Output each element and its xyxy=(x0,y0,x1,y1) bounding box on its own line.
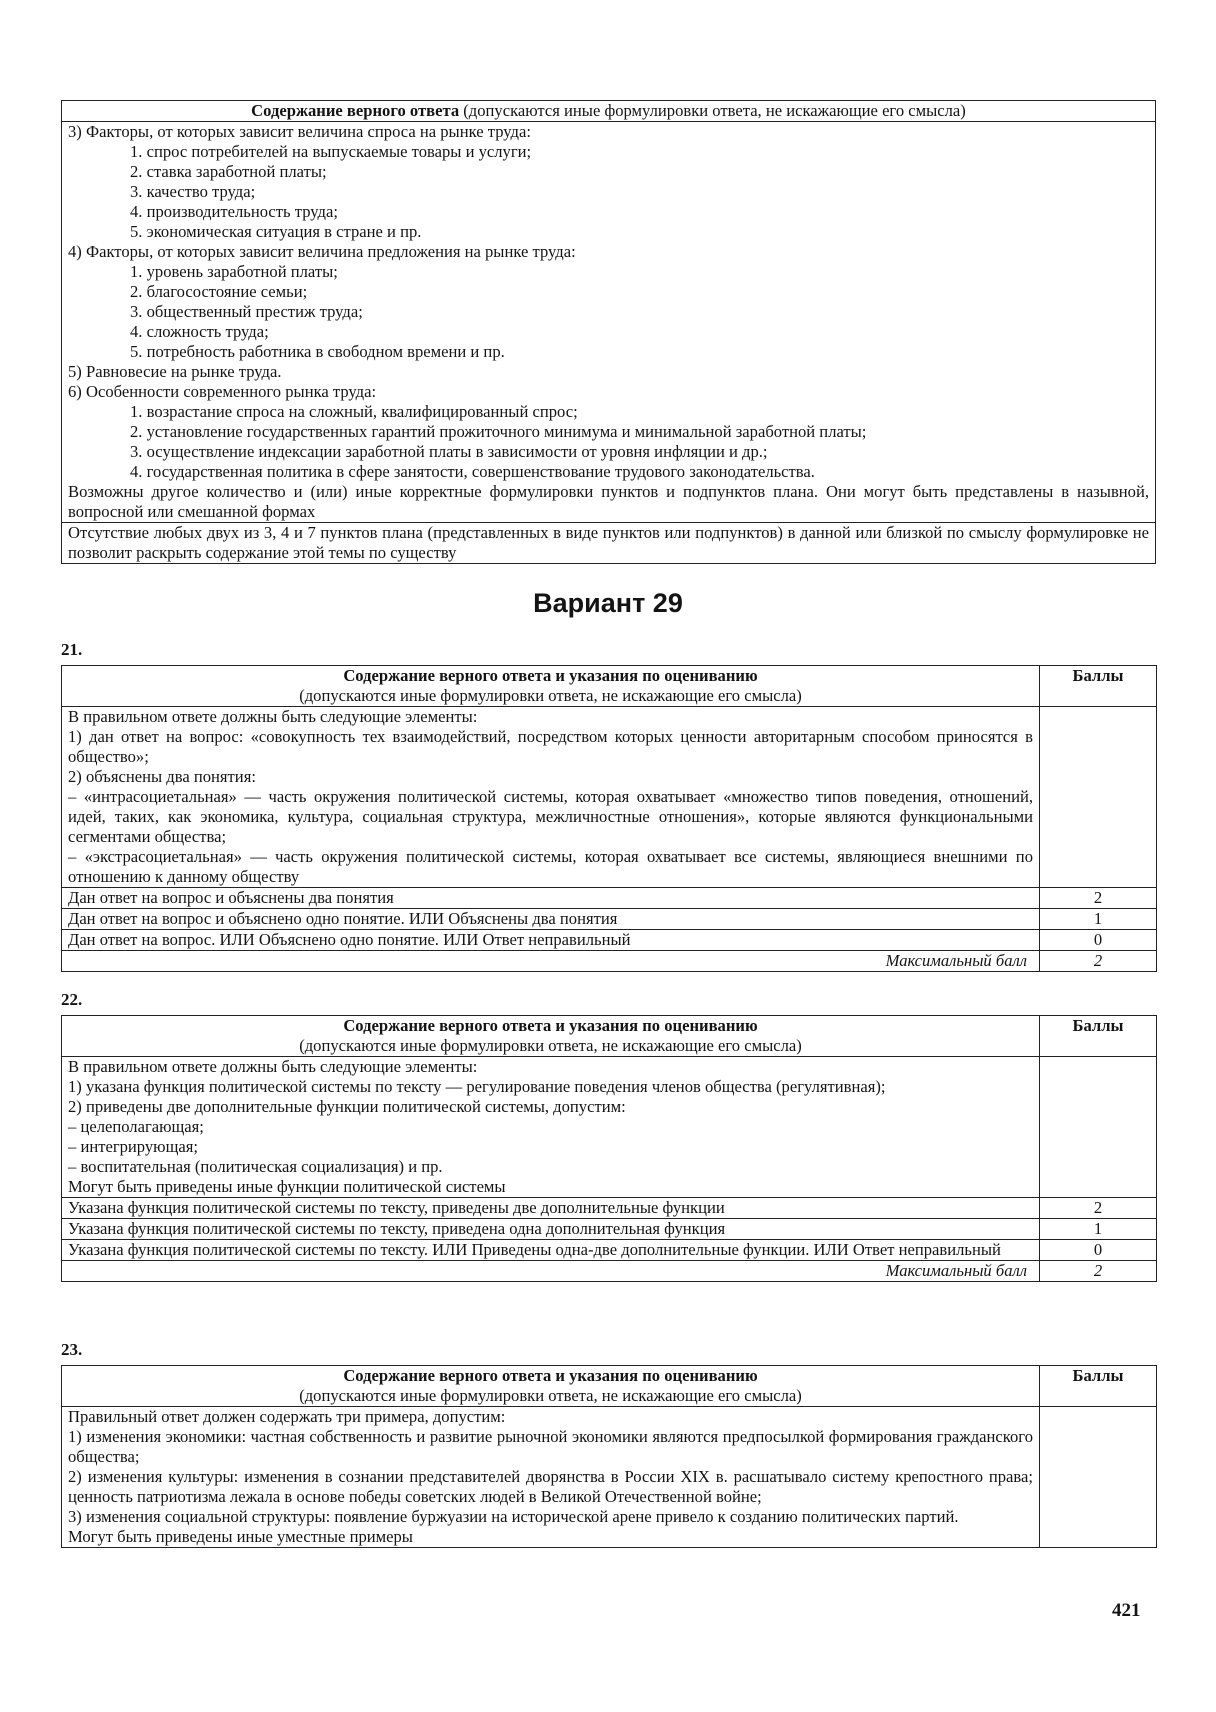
q22-score-header: Баллы xyxy=(1040,1016,1157,1057)
q23-content xyxy=(62,1407,1040,1548)
q22-criterion: Указана функция политической системы по тексту, приведены две дополнительные функции xyxy=(62,1198,1040,1219)
plan-item-5: 5) Равновесие на рынке труда. xyxy=(68,362,282,381)
q22-criterion: Указана функция политической системы по тексту. ИЛИ Приведены одна-две дополнительные функции. ИЛИ Ответ неправильный xyxy=(62,1240,1040,1261)
q22-criterion-score: 1 xyxy=(1040,1219,1157,1240)
content-line: В правильном ответе должны быть следующие элементы: xyxy=(68,1057,478,1076)
content-line: 2) изменения культуры: изменения в сознании представителей дворянства в России XIX в. расшатывало систему крепостного права; ценность патриотизма лежала в основе победы советских людей в Великой Отечественной войне; xyxy=(68,1467,1033,1506)
plan-subitem: 2. установление государственных гарантий прожиточного минимума и минимальной заработной платы; xyxy=(130,422,867,441)
content-line: Могут быть приведены иные функции политической системы xyxy=(68,1177,506,1196)
content-line: 1) изменения экономики: частная собственность и развитие рыночной экономики являются предпосылкой формирования гражданского общества; xyxy=(68,1427,1033,1466)
page-number: 421 xyxy=(1112,1600,1141,1621)
plan-subitem: 5. потребность работника в свободном времени и пр. xyxy=(130,342,505,361)
content-line: – «интрасоциетальная» — часть окружения политической системы, которая охватывает «множество типов поведения, отношений, идей, таких, как экономика, культура, социальная структура, межличностные отношения», которые являются функциональными сегментами общества; xyxy=(68,787,1033,846)
q21-content-score xyxy=(1040,707,1157,888)
q21-criterion: Дан ответ на вопрос. ИЛИ Объяснено одно понятие. ИЛИ Ответ неправильный xyxy=(62,930,1040,951)
plan-subitem: 2. ставка заработной платы; xyxy=(130,162,327,181)
content-line: В правильном ответе должны быть следующие элементы: xyxy=(68,707,478,726)
plan-subitem: 3. общественный престиж труда; xyxy=(130,302,363,321)
plan-item-3: 3) Факторы, от которых зависит величина спроса на рынке труда: xyxy=(68,122,531,141)
question-number-23: 23. xyxy=(61,1340,83,1359)
content-line: – целеполагающая; xyxy=(68,1117,204,1136)
content-line: Могут быть приведены иные уместные примеры xyxy=(68,1527,413,1546)
plan-subitem: 1. спрос потребителей на выпускаемые товары и услуги; xyxy=(130,142,532,161)
q22-criterion-score: 2 xyxy=(1040,1198,1157,1219)
plan-item-6: 6) Особенности современного рынка труда: xyxy=(68,382,377,401)
q23-score-header: Баллы xyxy=(1040,1366,1157,1407)
plan-footer-note: Отсутствие любых двух из 3, 4 и 7 пунктов плана (представленных в виде пунктов или подпунктов) в данной или близкой по смыслу формулировке не позволит раскрыть содержание этой темы по существу xyxy=(62,523,1156,564)
plan-item-4: 4) Факторы, от которых зависит величина предложения на рынке труда: xyxy=(68,242,576,261)
q22-header: Содержание верного ответа и указания по оцениванию (допускаются иные формулировки ответа, не искажающие его смысла) xyxy=(62,1016,1040,1057)
q22-content xyxy=(62,1057,1040,1198)
q22-table xyxy=(61,1015,1157,1282)
q21-header: Содержание верного ответа и указания по оцениванию (допускаются иные формулировки ответа, не искажающие его смысла) xyxy=(62,666,1040,707)
q21-max-label: Максимальный балл xyxy=(62,951,1040,972)
plan-answer-table xyxy=(61,100,1156,564)
plan-subitem: 4. производительность труда; xyxy=(130,202,338,221)
q22-criterion: Указана функция политической системы по тексту, приведена одна дополнительная функция xyxy=(62,1219,1040,1240)
q21-criterion-score: 0 xyxy=(1040,930,1157,951)
q21-criterion-score: 1 xyxy=(1040,909,1157,930)
content-line: 2) объяснены два понятия: xyxy=(68,767,256,786)
q21-table xyxy=(61,665,1157,972)
plan-note: Возможны другое количество и (или) иные корректные формулировки пунктов и подпунктов плана. Они могут быть представлены в назывной, вопросной или смешанной формах xyxy=(68,482,1149,521)
content-line: 2) приведены две дополнительные функции политической системы, допустим: xyxy=(68,1097,626,1116)
plan-subitem: 4. государственная политика в сфере занятости, совершенствование трудового законодательства. xyxy=(130,462,815,481)
plan-subitem: 5. экономическая ситуация в стране и пр. xyxy=(130,222,422,241)
content-line: 1) указана функция политической системы по тексту — регулирование поведения членов общества (регулятивная); xyxy=(68,1077,886,1096)
plan-subitem: 4. сложность труда; xyxy=(130,322,269,341)
question-number-21: 21. xyxy=(61,640,83,659)
q21-criterion: Дан ответ на вопрос и объяснено одно понятие. ИЛИ Объяснены два понятия xyxy=(62,909,1040,930)
q22-max-score: 2 xyxy=(1040,1261,1157,1282)
q21-criterion-score: 2 xyxy=(1040,888,1157,909)
q23-header: Содержание верного ответа и указания по оцениванию (допускаются иные формулировки ответа, не искажающие его смысла) xyxy=(62,1366,1040,1407)
plan-table-header: Содержание верного ответа (допускаются иные формулировки ответа, не искажающие его смысла) xyxy=(62,101,1156,122)
plan-subitem: 1. уровень заработной платы; xyxy=(130,262,338,281)
plan-subitem: 1. возрастание спроса на сложный, квалифицированный спрос; xyxy=(130,402,578,421)
content-line: 1) дан ответ на вопрос: «совокупность тех взаимодействий, посредством которых ценности авторитарным способом приносятся в общество»; xyxy=(68,727,1033,766)
plan-table-body xyxy=(62,122,1156,523)
q22-criterion-score: 0 xyxy=(1040,1240,1157,1261)
q21-score-header: Баллы xyxy=(1040,666,1157,707)
q22-max-label: Максимальный балл xyxy=(62,1261,1040,1282)
q23-table xyxy=(61,1365,1157,1548)
content-line: Правильный ответ должен содержать три примера, допустим: xyxy=(68,1407,506,1426)
variant-title: Вариант 29 xyxy=(533,588,683,618)
q21-criterion: Дан ответ на вопрос и объяснены два понятия xyxy=(62,888,1040,909)
q22-content-score xyxy=(1040,1057,1157,1198)
plan-subitem: 2. благосостояние семьи; xyxy=(130,282,308,301)
plan-subitem: 3. качество труда; xyxy=(130,182,256,201)
content-line: – воспитательная (политическая социализация) и пр. xyxy=(68,1157,443,1176)
q23-content-score xyxy=(1040,1407,1157,1548)
q21-max-score: 2 xyxy=(1040,951,1157,972)
q21-content xyxy=(62,707,1040,888)
content-line: – интегрирующая; xyxy=(68,1137,198,1156)
content-line: – «экстрасоциетальная» — часть окружения политической системы, которая охватывает все системы, являющиеся внешними по отношению к данному обществу xyxy=(68,847,1033,886)
plan-subitem: 3. осуществление индексации заработной платы в зависимости от уровня инфляции и др.; xyxy=(130,442,768,461)
question-number-22: 22. xyxy=(61,990,83,1009)
content-line: 3) изменения социальной структуры: появление буржуазии на исторической арене привело к созданию политических партий. xyxy=(68,1507,959,1526)
